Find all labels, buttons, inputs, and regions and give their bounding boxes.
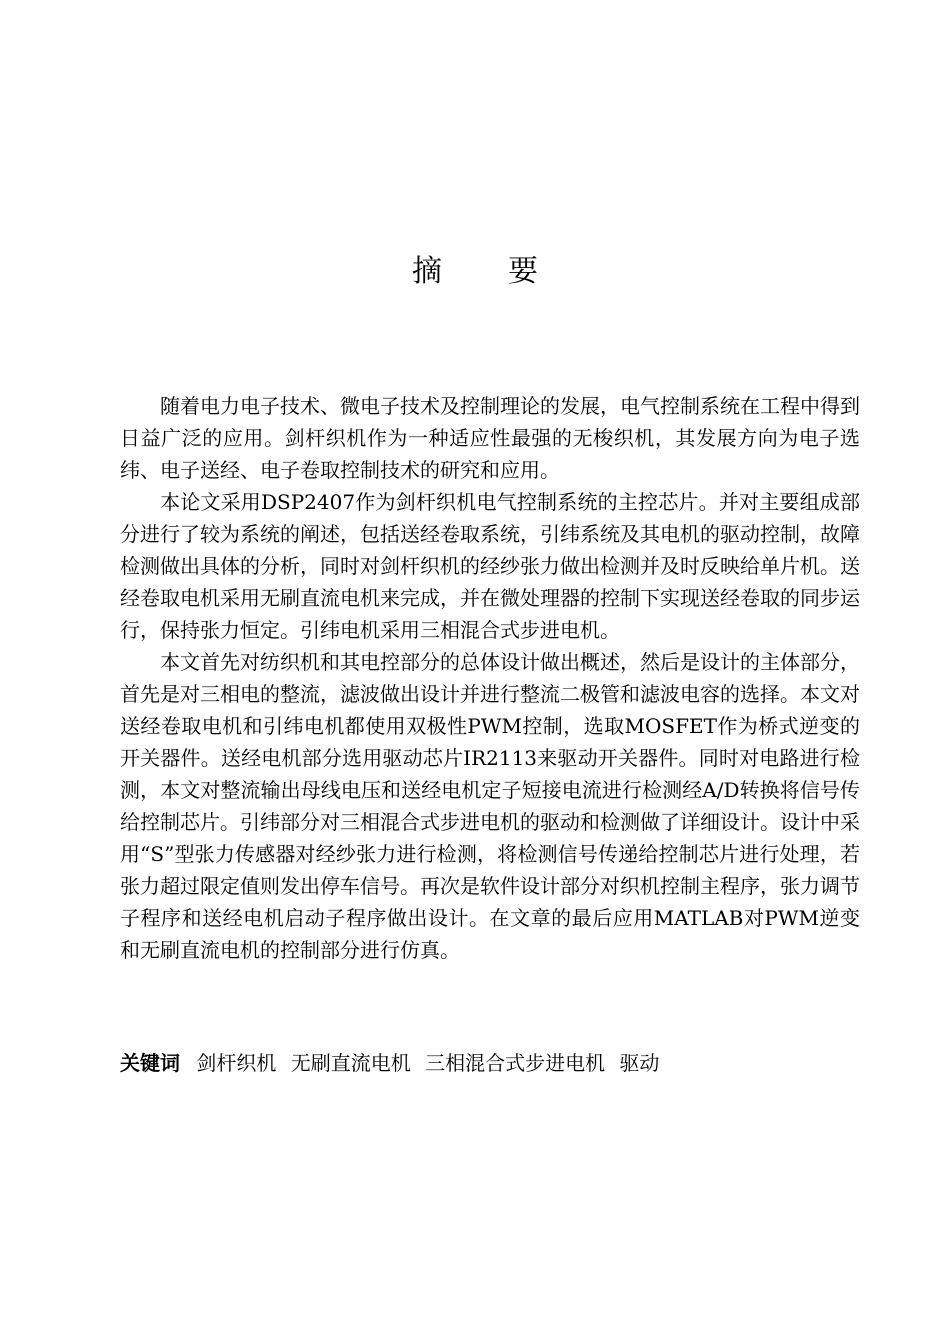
title-char-2: 要 <box>508 254 538 289</box>
keyword-item: 驱动 <box>619 1051 660 1075</box>
abstract-paragraph-2: 本论文采用DSP2407作为剑杆织机电气控制系统的主控芯片。并对主要组成部分进行了较为系统的阐述，包括送经卷取系统，引纬系统及其电机的驱动控制，故障检测做出具体的分析，同时对剑杆织机的经纱张力做出检测并及时反映给单片机。送经卷取电机采用无刷直流电机来完成，并在微处理器的控制下实现送经卷取的同步运行，保持张力恒定。引纬电机采用三相混合式步进电机。 <box>120 490 860 642</box>
keyword-item: 无刷直流电机 <box>290 1051 411 1075</box>
keyword-item: 剑杆织机 <box>196 1051 277 1075</box>
keywords-line <box>120 1047 860 1079</box>
abstract-body <box>120 390 860 966</box>
page-title <box>0 250 950 294</box>
keyword-item: 三相混合式步进电机 <box>425 1051 606 1075</box>
keywords-label: 关键词 <box>120 1051 180 1075</box>
abstract-paragraph-1: 随着电力电子技术、微电子技术及控制理论的发展，电气控制系统在工程中得到日益广泛的应用。剑杆织机作为一种适应性最强的无梭织机，其发展方向为电子选纬、电子送经、电子卷取控制技术的研究和应用。 <box>120 394 860 482</box>
title-char-1: 摘 <box>412 254 442 289</box>
abstract-paragraph-3: 本文首先对纺织机和其电控部分的总体设计做出概述，然后是设计的主体部分，首先是对三相电的整流，滤波做出设计并进行整流二极管和滤波电容的选择。本文对送经卷取电机和引纬电机都使用双极性PWM控制，选取MOSFET作为桥式逆变的开关器件。送经电机部分选用驱动芯片IR2113来驱动开关器件。同时对电路进行检测，本文对整流输出母线电压和送经电机定子短接电流进行检测经A/D转换将信号传给控制芯片。引纬部分对三相混合式步进电机的驱动和检测做了详细设计。设计中采用“S”型张力传感器对经纱张力进行检测，将检测信号传递给控制芯片进行处理，若张力超过限定值则发出停车信号。再次是软件设计部分对织机控制主程序，张力调节子程序和送经电机启动子程序做出设计。在文章的最后应用MATLAB对PWM逆变和无刷直流电机的控制部分进行仿真。 <box>120 650 860 962</box>
